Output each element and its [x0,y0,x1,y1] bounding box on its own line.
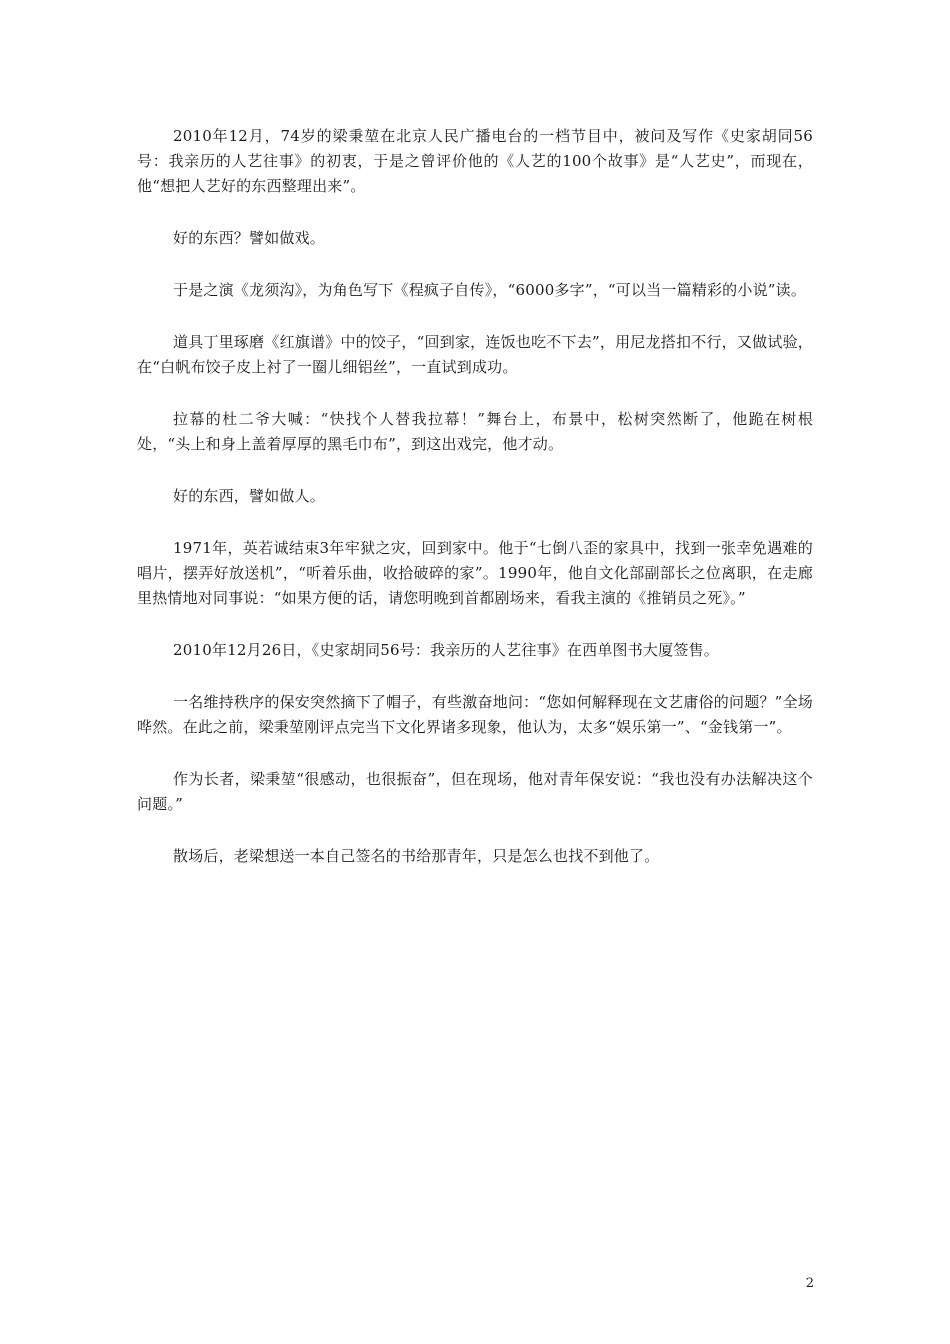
paragraph: 于是之演《龙须沟》，为角色写下《程疯子自传》，“6000多字”，“可以当一篇精彩的小说”读。 [173,281,807,299]
paragraph: 2010年12月26日，《史家胡同56号：我亲历的人艺往事》在西单图书大厦签售。 [173,641,719,659]
body-text [137,124,813,896]
paragraph: 1971年，英若诚结束3年牢狱之灾，回到家中。他于“七倒八歪的家具中，找到一张幸免遇难的唱片，摆弄好放送机”，“听着乐曲，收拾破碎的家”。1990年，他自文化部副部长之位离职，在走廊里热情地对同事说：“如果方便的话，请您明晚到首都剧场来，看我主演的《推销员之死》。” [137,539,813,607]
paragraph: 道具丁里琢磨《红旗谱》中的饺子，“回到家，连饭也吃不下去”，用尼龙搭扣不行，又做试验，在“白帆布饺子皮上衬了一圈儿细铝丝”，一直试到成功。 [137,333,813,376]
paragraph: 散场后，老梁想送一本自己签名的书给那青年，只是怎么也找不到他了。 [173,847,660,865]
paragraph: 拉幕的杜二爷大喊：“快找个人替我拉幕！”舞台上，布景中，松树突然断了，他跪在树根处，“头上和身上盖着厚厚的黑毛巾布”，到这出戏完，他才动。 [137,410,813,453]
page-number: 2 [805,1276,814,1291]
paragraph: 2010年12月，74岁的梁秉堃在北京人民广播电台的一档节目中，被问及写作《史家胡同56号：我亲历的人艺往事》的初衷，于是之曾评价他的《人艺的100个故事》是“人艺史”，而现在，他“想把人艺好的东西整理出来”。 [137,127,813,195]
paragraph: 作为长者，梁秉堃“很感动，也很振奋”，但在现场，他对青年保安说：“我也没有办法解决这个问题。” [137,770,813,813]
paragraph: 好的东西，譬如做人。 [173,487,326,505]
paragraph: 一名维持秩序的保安突然摘下了帽子，有些激奋地问：“您如何解释现在文艺庸俗的问题？”全场哗然。在此之前，梁秉堃刚评点完当下文化界诸多现象，他认为，太多“娱乐第一”、“金钱第一”。 [137,693,813,736]
paragraph: 好的东西？譬如做戏。 [173,229,326,247]
